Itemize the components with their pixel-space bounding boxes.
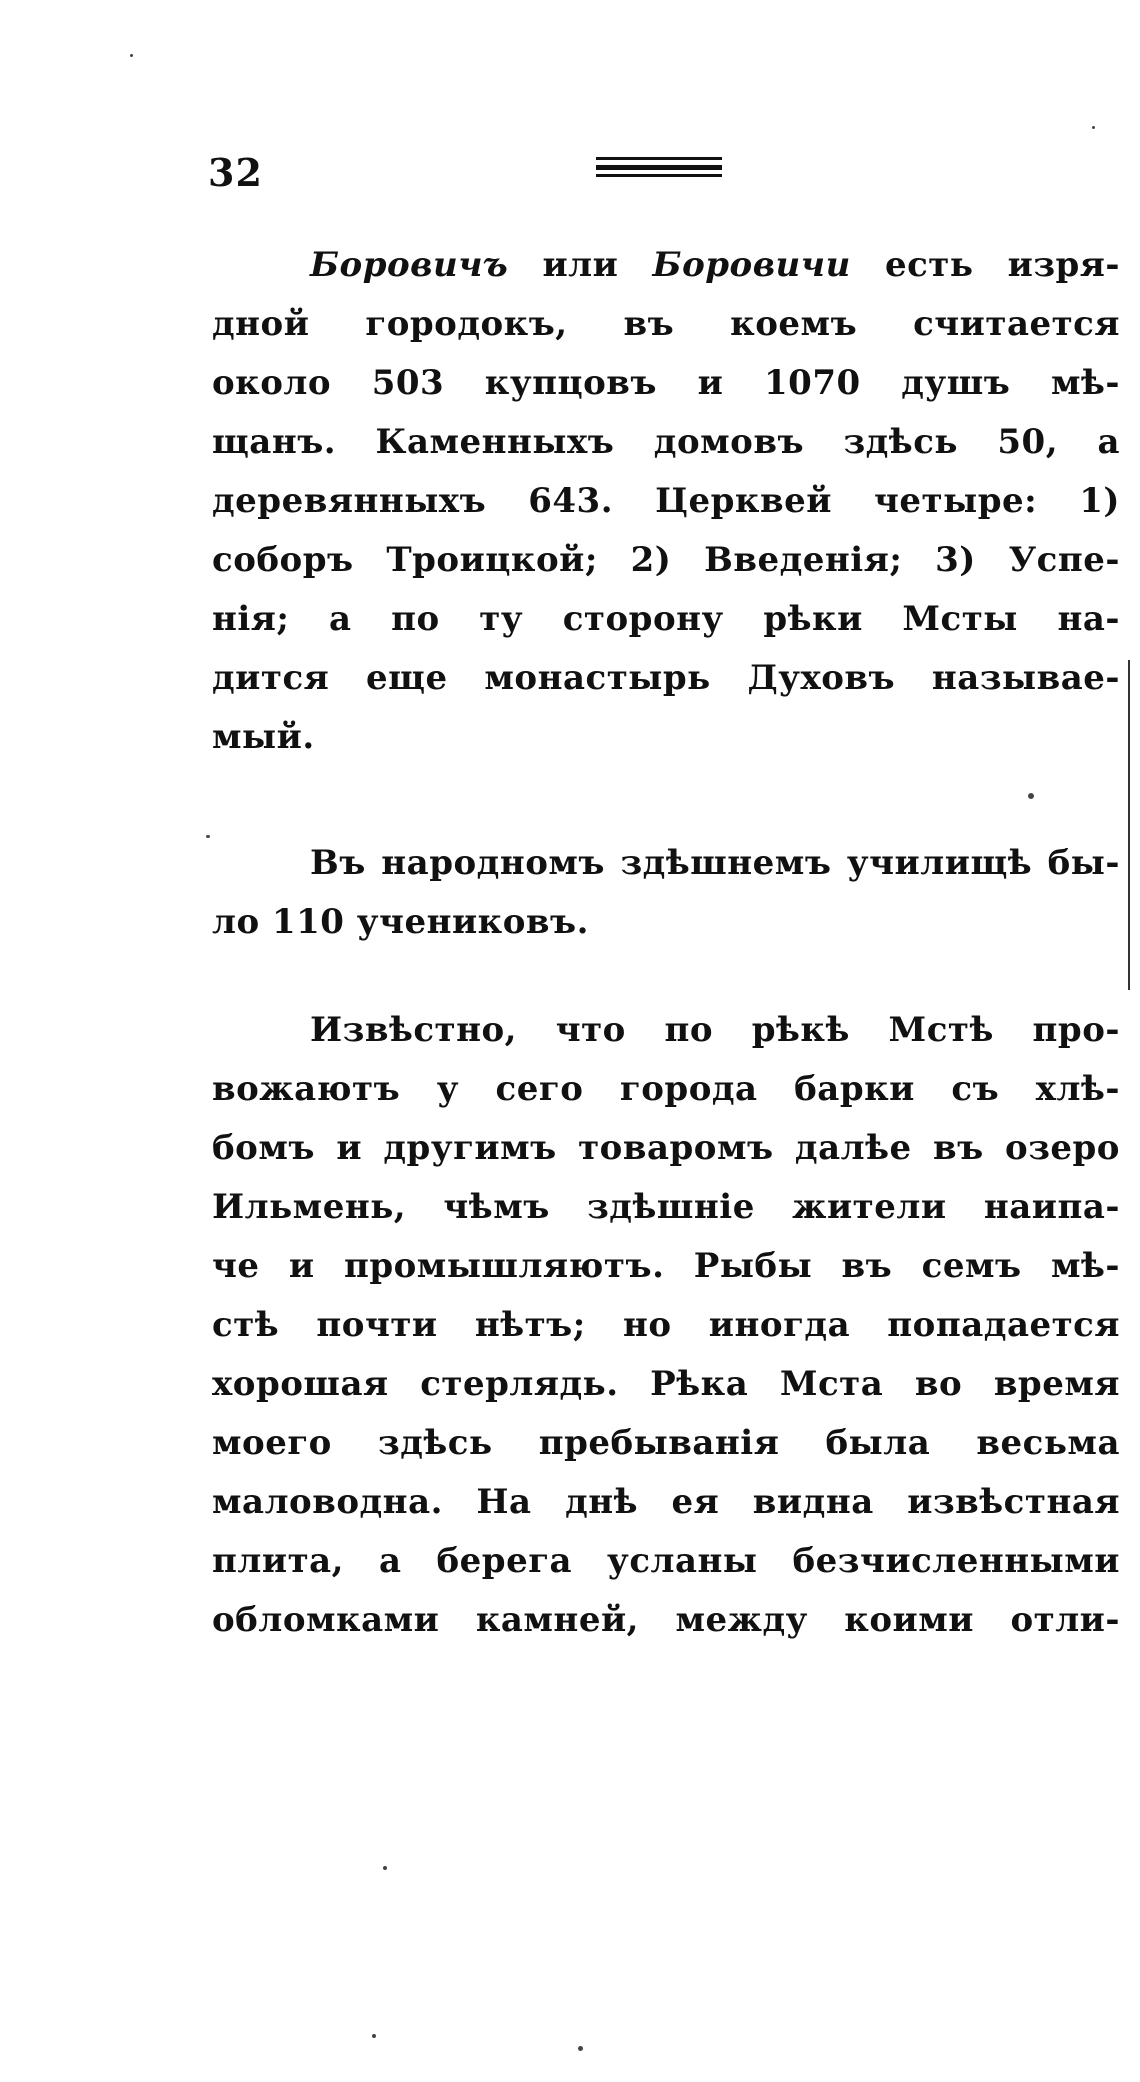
text-line: стѣ почти нѣтъ; но иногда попадается bbox=[212, 1305, 1120, 1345]
ink-speck bbox=[206, 835, 210, 838]
margin-rule bbox=[1128, 660, 1130, 990]
text-line: дной городокъ, въ коемъ считается bbox=[212, 304, 1120, 344]
text-line: моего здѣсь пребыванія была весьма bbox=[212, 1423, 1120, 1463]
text-line: обломками камней, между коими отли- bbox=[212, 1600, 1120, 1640]
ink-speck bbox=[578, 2046, 583, 2051]
ink-speck bbox=[1028, 793, 1034, 799]
paragraph-school bbox=[212, 834, 1120, 952]
header-ornament bbox=[596, 157, 722, 181]
text-line: деревянныхъ 643. Церквей четыре: 1) bbox=[212, 481, 1120, 521]
ornament-rule-middle bbox=[596, 165, 722, 170]
paragraph-msta-river bbox=[212, 1001, 1120, 1650]
ornament-rule-top bbox=[596, 157, 722, 160]
ink-speck bbox=[130, 54, 133, 57]
text-line: вожаютъ у сего города барки съ хлѣ- bbox=[212, 1069, 1120, 1109]
text-line: Ильмень, чѣмъ здѣшніе жители наипа- bbox=[212, 1187, 1120, 1227]
text-line: дится еще монастырь Духовъ называе- bbox=[212, 658, 1120, 698]
text-line: Въ народномъ здѣшнемъ училищѣ бы- bbox=[310, 843, 1120, 883]
text-line: плита, а берега усланы безчисленными bbox=[212, 1541, 1120, 1581]
text-line: мый. bbox=[212, 717, 315, 757]
text-line: около 503 купцовъ и 1070 душъ мѣ- bbox=[212, 363, 1120, 403]
paragraph-borovichi bbox=[212, 236, 1120, 767]
text-line: ло 110 учениковъ. bbox=[212, 902, 589, 942]
ornament-rule-bottom bbox=[596, 174, 722, 177]
text-line: Извѣстно, что по рѣкѣ Мстѣ про- bbox=[310, 1010, 1120, 1050]
text-line: маловодна. На днѣ ея видна извѣстная bbox=[212, 1482, 1120, 1522]
text-line bbox=[212, 236, 1120, 295]
text-fragment: или bbox=[542, 245, 619, 285]
italic-place-name: Боровичи bbox=[652, 245, 851, 285]
ink-speck bbox=[372, 2034, 376, 2038]
page-number: 32 bbox=[208, 150, 263, 195]
ink-speck bbox=[383, 1866, 387, 1870]
ink-speck bbox=[1092, 126, 1095, 129]
text-fragment: есть изря- bbox=[884, 245, 1121, 285]
text-line: че и промышляютъ. Рыбы въ семъ мѣ- bbox=[212, 1246, 1120, 1286]
text-line: хорошая стерлядь. Рѣка Мста во время bbox=[212, 1364, 1120, 1404]
text-line: соборъ Троицкой; 2) Введенія; 3) Успе- bbox=[212, 540, 1120, 580]
text-line: нія; а по ту сторону рѣки Мсты на- bbox=[212, 599, 1120, 639]
italic-place-name: Боровичъ bbox=[310, 245, 509, 285]
text-line: щанъ. Каменныхъ домовъ здѣсь 50, а bbox=[212, 422, 1120, 462]
text-line: бомъ и другимъ товаромъ далѣе въ озеро bbox=[212, 1128, 1120, 1168]
